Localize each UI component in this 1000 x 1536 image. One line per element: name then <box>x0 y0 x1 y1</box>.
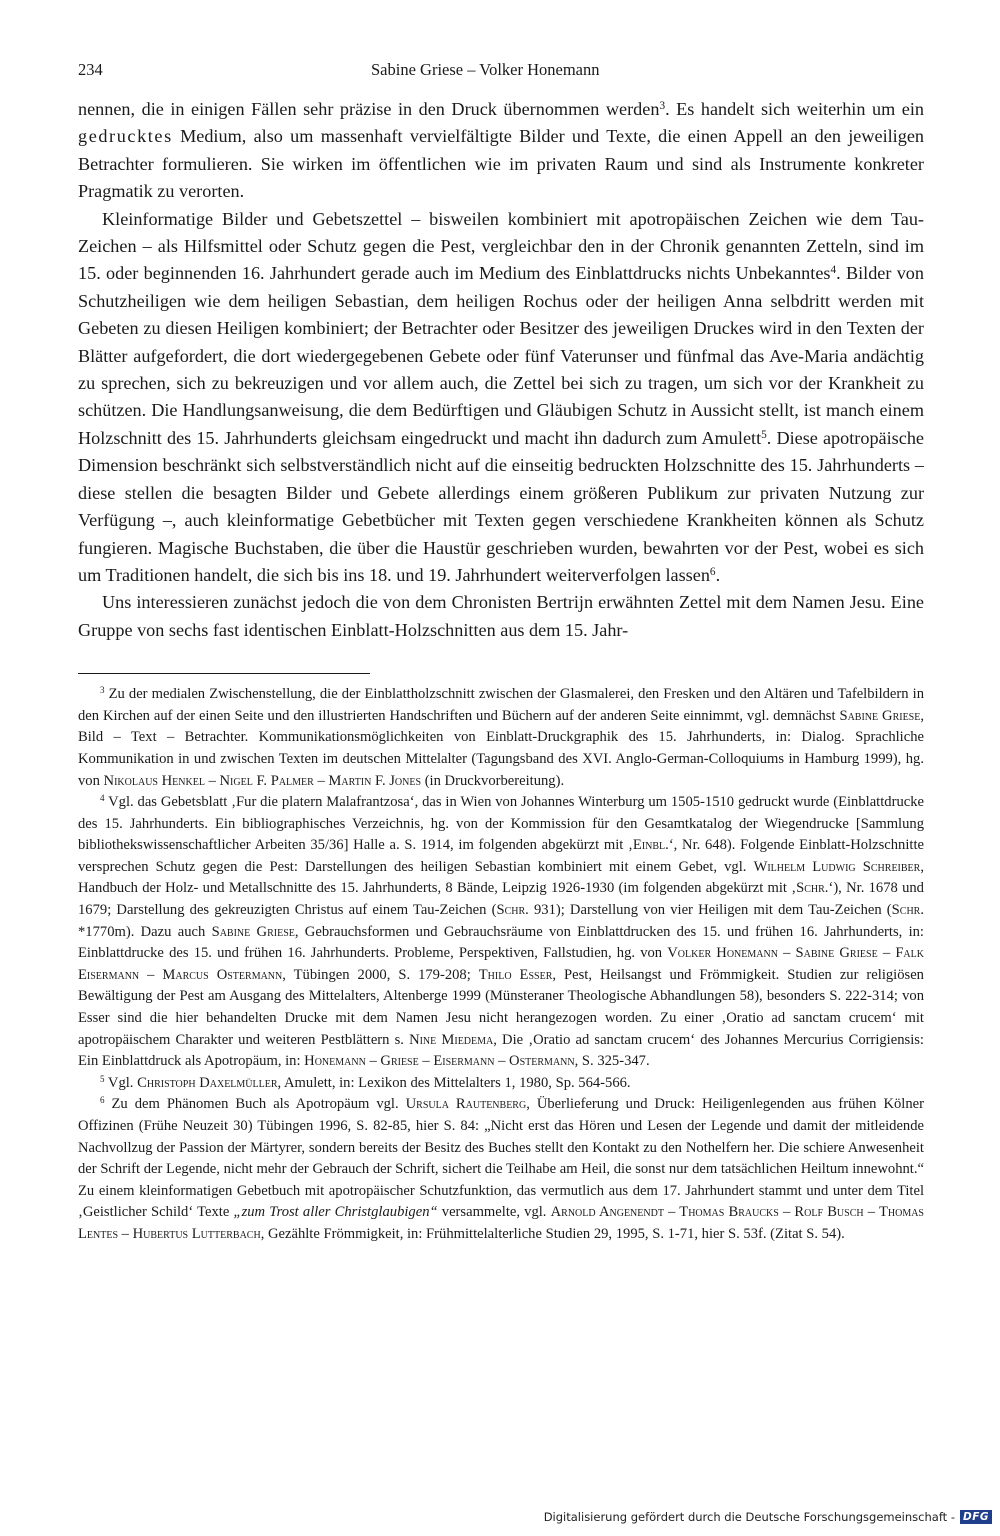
dfg-logo: DFG <box>960 1510 992 1524</box>
footnote-4 <box>78 792 924 1073</box>
author-name: Nikolaus Henkel – Nigel F. Palmer – Martin F. Jones <box>103 772 422 789</box>
text-run: versammelte, vgl. <box>437 1204 551 1221</box>
digitization-credit <box>544 1510 992 1524</box>
text-run: . Es handelt sich weiterhin um ein <box>665 99 924 119</box>
text-run: , Gezählte Frömmigkeit, in: Frühmittelalterliche Studien 29, 1995, S. 1-71, hier S. 53f. (Zitat S. 54). <box>260 1225 845 1242</box>
text-run: Zu der medialen Zwischenstellung, die der Einblattholzschnitt zwischen der Glasmalerei, den Fresken und den Altären und Tafelbildern in den Kirchen auf der einen Seite und den illustrierten Handschriften und Büchern auf der anderen Seite einnimmt, vgl. demnächst <box>78 686 924 724</box>
footnote-number: 6 <box>100 1095 105 1106</box>
author-name: Thilo Esser <box>478 966 553 983</box>
footnotes <box>78 684 924 1245</box>
text-run: *1770m). Dazu auch <box>78 923 212 940</box>
text-run: ‘), Nr. 1678 und 1679; Darstellung des gekreuzigten Christus auf einem Tau-Zeichen ( <box>78 880 924 919</box>
text-run: (in Druckvorbereitung). <box>421 772 565 789</box>
text-run: , Pest, Heilsangst und Frömmigkeit. Studien zur religiösen Bewältigung der Pest am Ausgang des Mittelalters, Altenberge 1999 (Münsteraner Theologische Abhandlungen 58), besonders S. 222-314; von Esser sind die hier behandelten Drucke mit dem Namen Jesu nicht herangezogen worden. Zu einer ‚Oratio ad sanctam crucem‘ mit apotropäischem Charakter und weiteren Pestblättern s. <box>78 966 924 1048</box>
paragraph-1 <box>78 96 924 206</box>
author-name: Arnold Angenendt – Thomas Braucks – Rolf Busch – Thomas Lentes – Hubertus Lutterbach <box>78 1204 924 1242</box>
text-run: , Handbuch der Holz- und Metallschnitte des 15. Jahrhunderts, 8 Bände, Leipzig 1926-1930 (im folgenden abgekürzt mit ‚ <box>78 858 924 897</box>
author-name: Nine Miedema <box>409 1031 494 1048</box>
footnote-6 <box>78 1094 924 1245</box>
paragraph-2 <box>78 206 924 590</box>
abbreviation: Schr. <box>891 902 924 919</box>
running-header <box>78 60 924 90</box>
text-run: , Die ‚Oratio ad sanctam crucem‘ des Johannes Mercurius Corrigiensis: Ein Einblattdruck als Apotropäum, in: <box>78 1031 924 1070</box>
text-run: . <box>715 564 721 585</box>
text-run: Kleinformatige Bilder und Gebetszettel – bisweilen kombiniert mit apotropäischen Zeichen wie dem Tau-Zeichen – als Hilfsmittel oder Schutz gegen die Pest, vergleichbar den in der Chronik genannten Zetteln, sind im 15. oder beginnenden 16. Jahrhundert gerade auch im Medium des Einblattdrucks nichts Unbekanntes <box>78 208 924 284</box>
text-run: , Tübingen 2000, S. 179-208; <box>282 966 479 983</box>
abbreviation: Schr. <box>796 880 829 897</box>
credit-text: Digitalisierung gefördert durch die Deutsche Forschungsgemeinschaft - <box>543 1510 955 1524</box>
text-run: . Bilder von Schutzheiligen wie dem heiligen Sebastian, dem heiligen Rochus oder der heiligen Anna selbdritt werden mit Gebeten zu diesen Heiligen kombiniert; der Betrachter oder Besitzer des jeweiligen Druckes wird in den Texten der Blätter aufgefordert, die dort wiedergegebenen Gebete oder fünf Vaterunser und fünfmal das Ave-Maria andächtig zu sprechen, sich zu bekreuzigen und vor allem auch, die Zettel bei sich zu tragen, um sich vor der Krankheit zu schützen. Die Handlungsanweisung, die dem Bedürftigen und Gläubigen Schutz in Aussicht stellt, ist manch einem Holzschnitt des 15. Jahrhunderts gleichsam eingedruckt und macht ihn dadurch zum Amulett <box>78 263 924 448</box>
footnote-ref-5: 5 <box>761 428 767 441</box>
footnote-ref-3: 3 <box>659 99 666 112</box>
paragraph-3: Uns interessieren zunächst jedoch die von dem Chronisten Bertrijn erwähnten Zettel mit dem Namen Jesu. Eine Gruppe von sechs fast identischen Einblatt-Holzschnitten aus dem 15. Jahr- <box>78 592 924 640</box>
abbreviation: Schr. <box>496 902 529 919</box>
author-name: Christoph Daxelmüller <box>137 1074 278 1091</box>
author-name: Honemann – Griese – Eisermann – Ostermann <box>304 1053 575 1070</box>
text-run: , Bild – Text – Betrachter. Kommunikationsmöglichkeiten von Einblatt-Druckgraphik des 15. Jahrhunderts, in: Dialog. Sprachliche Kommunikation in und zwischen Texten im deutschen Mittelalter (Tagungsband des XVI. Anglo-German-Colloquiums in Hamburg 1999), hg. von <box>78 707 924 789</box>
text-run: , Gebrauchsformen und Gebrauchsräume von Einblattdrucken des 15. und frühen 16. Jahrhunderts, in: Einblattdrucke des 15. und frühen 16. Jahrhunderts. Probleme, Perspektiven, Fallstudien, hg. von <box>78 923 924 962</box>
footnote-ref-4: 4 <box>830 264 837 277</box>
text-run: nennen, die in einigen Fällen sehr präzise in den Druck übernommen werden <box>78 99 660 119</box>
text-run: , S. 325-347. <box>574 1053 650 1070</box>
running-head-authors: Sabine Griese – Volker Honemann <box>371 60 600 79</box>
author-name: Volker Honemann – Sabine Griese – Falk Eisermann – Marcus Ostermann <box>78 945 924 983</box>
text-run: Zu dem Phänomen Buch als Apotropäum vgl. <box>104 1096 406 1113</box>
footnote-divider <box>78 673 370 674</box>
author-name: Wilhelm Ludwig Schreiber <box>753 858 921 875</box>
body-text <box>78 96 924 644</box>
footnote-number: 3 <box>100 685 105 696</box>
text-run: 931); Darstellung von vier Heiligen mit dem Tau-Zeichen ( <box>528 902 892 919</box>
text-run: , Überlieferung und Druck: Heiligenlegenden aus frühen Kölner Offizinen (Frühe Neuzeit 30) Tübingen 1996, S. 82-85, hier S. 84: „Nicht erst das Hören und Lesen der Legende und damit der mitleidende Nachvollzug der Passion der Märtyrer, sondern bereits der Besitz des Buches stellt den Kontakt zu den Nothelfern her. Die schiere Anwesenheit der Schrift der Legende, nicht mehr der Gebrauch der Schrift, sichert die Teilhabe am Heil, die sonst nur dem tatsächlichen Heiltum innewohnt.“ Zu einem kleinformatigen Gebetbuch mit apotropäischer Schutzfunktion, das vermutlich aus dem 17. Jahrhundert stammt und unter dem Titel ‚Geistlicher Schild‘ Texte <box>78 1096 924 1221</box>
author-name: Sabine Griese <box>211 923 295 940</box>
text-run: Vgl. das Gebetsblatt ‚Fur die platern Malafrantzosa‘, das in Wien von Johannes Winterburg um 1505-1510 gedruckt wurde (Einblattdrucke des 15. Jahrhunderts. Ein bibliographisches Verzeichnis, hg. von der Kommission für den Gesamtkatalog der Wiegendrucke [Sammlung bibliothekswissenschaftlicher Arbeiten 35/36] Halle a. S. 1914, im folgenden abgekürzt mit ‚ <box>78 794 924 854</box>
italic-quote: „zum Trost aller Christglaubigen“ <box>233 1204 438 1221</box>
text-run: . Diese apotropäische Dimension beschränkt sich selbstverständlich nicht auf die einseitig bedruckten Holzschnitte des 15. Jahrhunderts – diese stellen die besagten Bilder und Gebete allerdings einem größeren Publikum zur privaten Nutzung zur Verfügung –, auch kleinformatige Gebetbücher mit Texten gegen verschiedene Krankheiten können als Schutz fungieren. Magische Buchstaben, die über die Haustür geschrieben wurden, bewahrten vor der Pest, wobei es sich um Traditionen handelt, die sich bis ins 18. und 19. Jahrhundert weiterverfolgen lassen <box>78 427 924 585</box>
text-run: Vgl. <box>104 1074 138 1091</box>
author-name: Ursula Rautenberg <box>405 1096 527 1113</box>
author-name: Sabine Griese <box>839 707 921 724</box>
page <box>78 60 924 1246</box>
footnote-number: 5 <box>100 1073 105 1084</box>
footnote-3 <box>78 684 924 792</box>
footnote-number: 4 <box>100 793 105 804</box>
footnote-ref-6: 6 <box>709 565 716 578</box>
footnote-5 <box>78 1073 924 1095</box>
emphasis-spaced: gedrucktes <box>78 126 173 147</box>
text-run: ‘, Nr. 648). Folgende Einblatt-Holzschnitte versprechen Schutz gegen die Pest: Darstellungen des heiligen Sebastian kombiniert mit einem Gebet, vgl. <box>78 837 924 875</box>
page-number: 234 <box>78 60 103 79</box>
text-run: , Amulett, in: Lexikon des Mittelalters 1, 1980, Sp. 564-566. <box>277 1074 631 1091</box>
abbreviation: Einbl. <box>632 837 669 854</box>
text-run: Medium, also um massenhaft vervielfältigte Bilder und Texte, die einen Appell an den jeweiligen Betrachter formulieren. Sie wirken im öffentlichen wie im privaten Raum und sind als Instrumente konkreter Pragmatik zu verorten. <box>78 126 924 202</box>
